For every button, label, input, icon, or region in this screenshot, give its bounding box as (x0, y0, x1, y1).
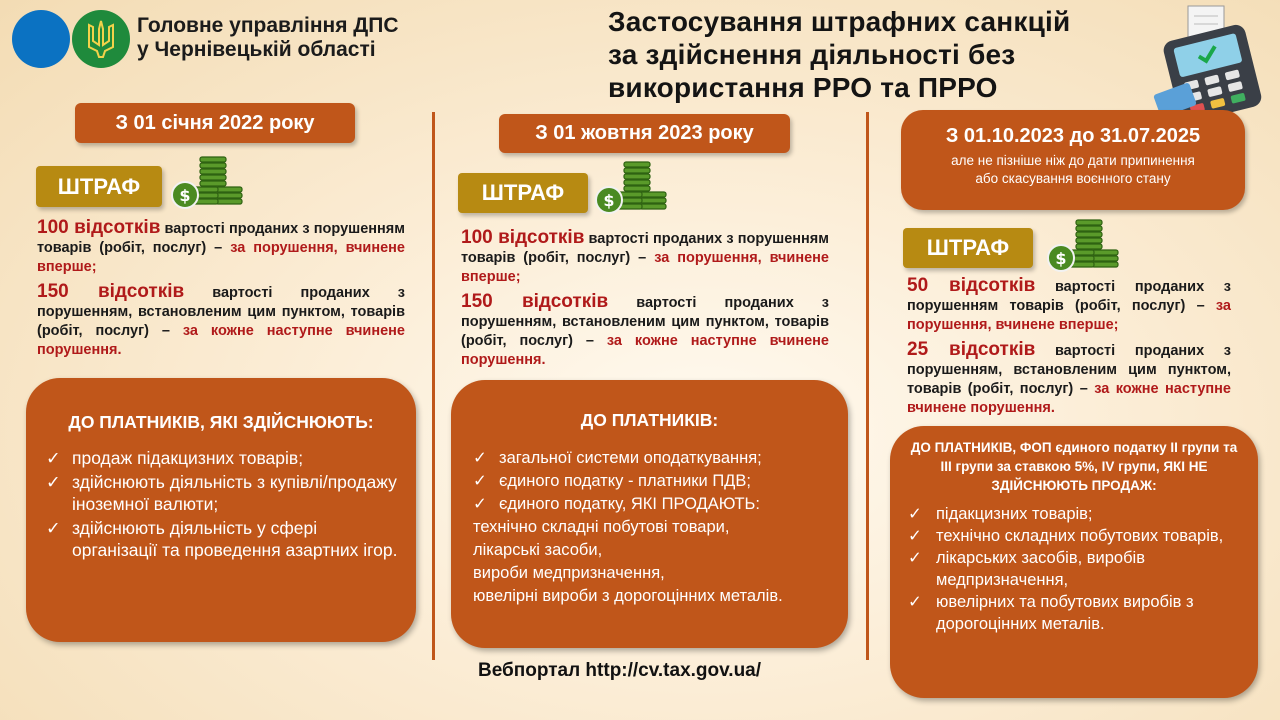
product-line: ювелірні вироби з дорогоцінних металів. (473, 587, 783, 605)
checkmark-icon: ✓ (46, 448, 61, 468)
list-item-label: єдиного податку, ЯКІ ПРОДАЮТЬ: (499, 495, 760, 513)
list-item-label: продаж підакцизних товарів; (72, 448, 304, 468)
payers-box-period (890, 426, 1258, 698)
list-item-label: ювелірних та побутових виробів з дорогоцінних металів. (936, 593, 1194, 633)
date-badge-2023: З 01 жовтня 2023 року (499, 114, 790, 153)
date-range: З 01.10.2023 до 31.07.2025 (945, 125, 1201, 147)
list-item (906, 503, 1242, 525)
list-item-label: підакцизних товарів; (936, 505, 1093, 523)
product-line: технічно складні побутові товари, (473, 518, 730, 536)
webportal-link[interactable]: Вебпортал http://cv.tax.gov.ua/ (478, 660, 762, 681)
penalty-condition: за порушення, вчинене вперше; (907, 298, 1231, 333)
list-item (906, 591, 1242, 635)
penalty-desc: вартості проданих з порушенням, встановленим цим пунктом, товарів (робіт, послуг) – (37, 285, 405, 339)
list-item (906, 525, 1242, 547)
coins-icon (170, 151, 246, 213)
checkmark-icon: ✓ (908, 505, 922, 523)
title-line-3: використання РРО та ПРРО (608, 72, 998, 103)
dps-logo-blue-circle (12, 10, 70, 68)
payers-list (471, 447, 828, 516)
checkmark-icon: ✓ (46, 518, 61, 538)
checkmark-icon: ✓ (908, 527, 922, 545)
org-line-2: у Чернівецькій області (137, 38, 376, 61)
list-item (471, 470, 828, 493)
penalty-condition: за порушення, вчинене вперше; (37, 240, 405, 275)
fine-badge: ШТРАФ (36, 166, 162, 207)
penalty-amount: 100 відсотків (37, 217, 161, 238)
list-item-label: здійснюють діяльність у сфері організації та проведення азартних ігор. (72, 518, 398, 560)
penalty-amount: 150 відсотків (37, 281, 185, 302)
column-divider (866, 112, 869, 660)
list-item-label: технічно складних побутових товарів, (936, 527, 1224, 545)
date-badge-period (901, 110, 1245, 210)
svg-text:$: $ (179, 186, 191, 205)
product-line: вироби медпризначення, (473, 564, 665, 582)
svg-text:$: $ (1055, 249, 1067, 268)
penalty-condition: за кожне наступне вчинене порушення. (461, 333, 829, 368)
list-item (44, 447, 398, 469)
checkmark-icon: ✓ (473, 449, 487, 467)
list-item-label: лікарських засобів, виробів медпризначення, (936, 549, 1145, 589)
penalty-desc: вартості проданих з порушенням товарів (робіт, послуг) – (461, 231, 829, 266)
penalty-condition: за кожне наступне вчинене порушення. (37, 323, 405, 358)
checkmark-icon: ✓ (46, 472, 61, 492)
checkmark-icon: ✓ (473, 495, 487, 513)
fine-badge: ШТРАФ (458, 173, 588, 213)
page-title (608, 5, 1168, 104)
checkmark-icon: ✓ (908, 549, 922, 567)
penalty-condition: за порушення, вчинене вперше; (461, 250, 829, 285)
box-title: ДО ПЛАТНИКІВ: (580, 410, 719, 430)
date-note-line-2: або скасування воєнного стану (975, 171, 1171, 186)
list-item (44, 471, 398, 515)
payers-box-2022 (26, 378, 416, 642)
list-item-label: загальної системи оподаткування; (499, 449, 762, 467)
title-line-1: Застосування штрафних санкцій (608, 6, 1071, 37)
column-divider (432, 112, 435, 660)
box-title: ДО ПЛАТНИКІВ, ЯКІ ЗДІЙСНЮЮТЬ: (68, 412, 374, 432)
payers-list (906, 503, 1242, 635)
list-item-label: здійснюють діяльність з купівлі/продажу іноземної валюти; (72, 472, 397, 514)
title-line-2: за здійснення діяльності без (608, 39, 1016, 70)
list-item-label: єдиного податку - платники ПДВ; (499, 472, 751, 490)
checkmark-icon: ✓ (908, 593, 922, 611)
list-item (906, 547, 1242, 591)
list-item (471, 493, 828, 516)
penalty-amount: 150 відсотків (461, 291, 609, 312)
date-note-line-1: але не пізніше ніж до дати припинення (951, 153, 1195, 168)
penalty-amount: 100 відсотків (461, 227, 585, 248)
payers-list (44, 447, 398, 561)
payers-box-2023 (451, 380, 848, 648)
penalty-text-period (907, 276, 1231, 423)
list-item (44, 517, 398, 561)
checkmark-icon: ✓ (473, 472, 487, 490)
penalty-amount: 25 відсотків (907, 339, 1036, 360)
penalty-condition: за кожне наступне вчинене порушення. (907, 381, 1231, 416)
penalty-desc: вартості проданих з порушенням, встановленим цим пунктом, товарів (робіт, послуг) – (907, 343, 1231, 397)
penalty-text-2022 (37, 218, 405, 365)
org-line-1: Головне управління ДПС (137, 14, 399, 37)
date-badge-2022: З 01 січня 2022 року (75, 103, 355, 143)
payment-terminal-icon (1148, 2, 1274, 118)
penalty-desc: вартості проданих з порушенням товарів (робіт, послуг) – (37, 221, 405, 256)
coins-icon (594, 156, 670, 218)
penalty-desc: вартості проданих з порушенням товарів (робіт, послуг) – (907, 279, 1231, 314)
box-title: ДО ПЛАТНИКІВ, ФОП єдиного податку ІІ групи та ІІІ групи за ставкою 5%, ІV групи, ЯКІ НЕ ЗДІЙСНЮЮТЬ ПРОДАЖ: (910, 440, 1238, 493)
svg-text:$: $ (603, 191, 615, 210)
list-item (471, 447, 828, 470)
organization-name (137, 14, 437, 62)
penalty-amount: 50 відсотків (907, 275, 1036, 296)
coins-icon (1046, 214, 1122, 276)
fine-badge: ШТРАФ (903, 228, 1033, 268)
tryzub-icon (72, 10, 130, 68)
product-line: лікарські засоби, (473, 541, 603, 559)
penalty-text-2023 (461, 228, 829, 375)
penalty-desc: вартості проданих з порушенням, встановленим цим пунктом, товарів (робіт, послуг) – (461, 295, 829, 349)
